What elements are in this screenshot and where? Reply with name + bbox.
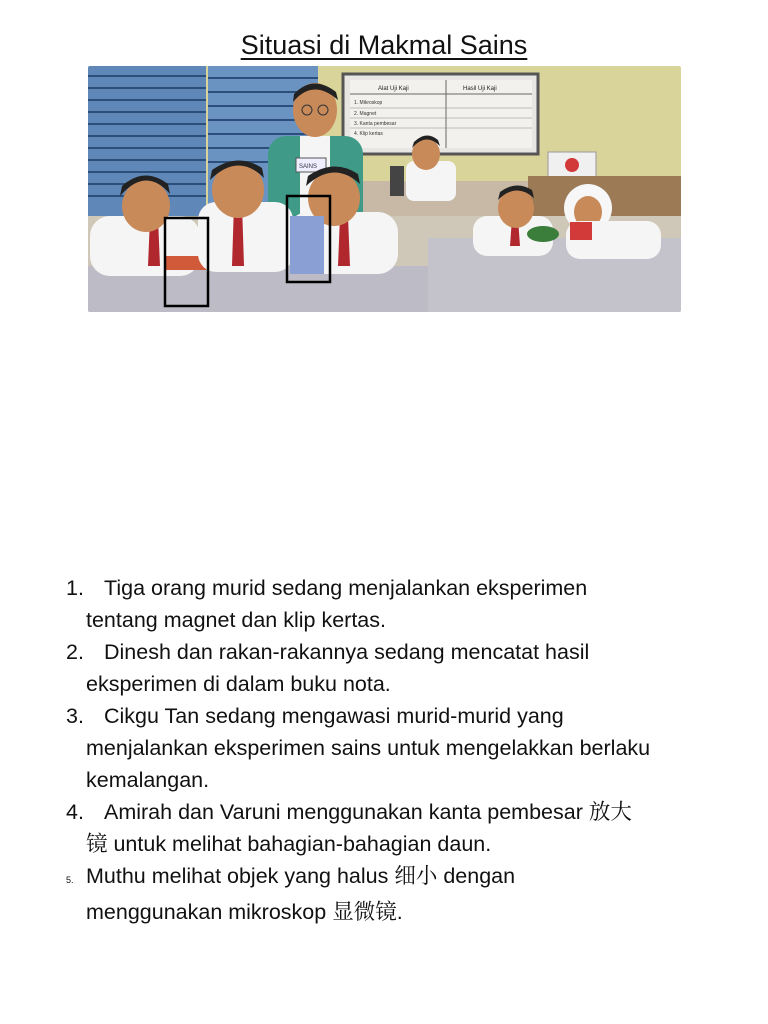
lab-scene-svg (88, 66, 681, 312)
board-row: 2. Magnet (354, 111, 377, 117)
board-row: 3. Kanta pembesar (354, 121, 397, 127)
page-title: Situasi di Makmal Sains (240, 30, 528, 60)
item-number: 5. (66, 875, 74, 885)
item-number: 2. (66, 640, 84, 664)
list-item (66, 700, 746, 796)
item-number: 3. (66, 704, 84, 728)
first-aid-box (548, 152, 596, 178)
item-number: 4. (66, 800, 84, 824)
board-row: 4. Klip kertas (354, 131, 383, 137)
item-text-continued: menjalankan eksperimen sains untuk mengelakkan berlaku (86, 736, 651, 760)
item-number: 1. (66, 576, 84, 600)
item-text: Tiga orang murid sedang menjalankan eksperimen (104, 576, 588, 600)
item-text: Muthu melihat objek yang halus 细小 dengan (86, 864, 516, 888)
list-item (66, 796, 746, 860)
board-header-right: Hasil Uji Kaji (463, 86, 497, 92)
item-text-continued: tentang magnet dan klip kertas. (86, 608, 386, 632)
list-item (66, 572, 746, 636)
book-label: SAINS (299, 164, 318, 170)
item-text-continued: eksperimen di dalam buku nota. (86, 672, 391, 696)
board-header-left: Alat Uji Kaji (378, 86, 409, 92)
board-row: 1. Mikroskop (354, 100, 383, 106)
item-text: Cikgu Tan sedang mengawasi murid-murid yang (104, 704, 564, 728)
situation-list (66, 572, 746, 928)
science-lab-illustration (88, 66, 681, 312)
item-text-continued: kemalangan. (86, 768, 210, 792)
item-text: Dinesh dan rakan-rakannya sedang mencatat hasil (104, 640, 590, 664)
item-text-continued: menggunakan mikroskop 显微镜. (86, 900, 403, 924)
item-text: Amirah dan Varuni menggunakan kanta pembesar 放大 (104, 800, 632, 824)
list-item (66, 860, 746, 928)
list-item (66, 636, 746, 700)
item-text-continued: 镜 untuk melihat bahagian-bahagian daun. (86, 832, 492, 856)
